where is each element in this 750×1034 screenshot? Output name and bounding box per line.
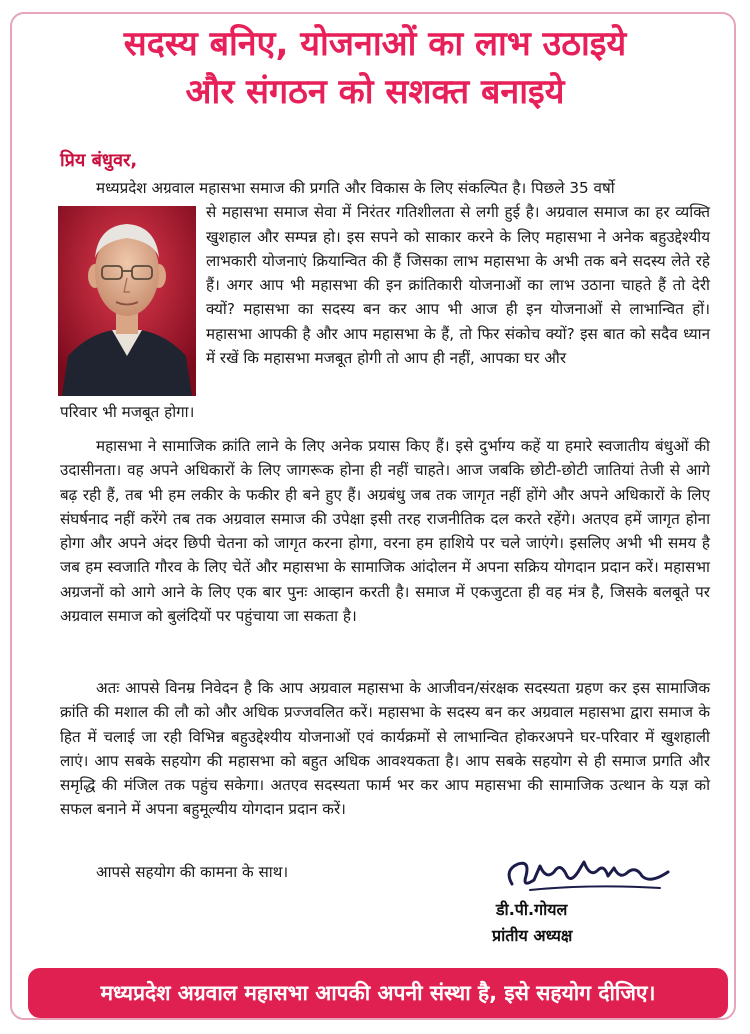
- signature-image: [500, 850, 680, 898]
- paragraph-1-beside-photo: से महासभा समाज सेवा में निरंतर गतिशीलता से लगी हुई है। अग्रवाल समाज का हर व्यक्ति खुशहाल और सम्पन्न हो। इस सपने को साकार करने के लिए महासभा ने अनेक बहुउद्देश्यीय लाभकारी योजनाएं क्रियान्वित की हैं जिसका लाभ महासभा के अभी तक बने सदस्य लेते रहे हैं। अगर आप भी महासभा की इन क्रांतिकारी योजनाओं का लाभ उठाना चाहते हैं तो देरी क्यों? महासभा का सदस्य बन कर आप भी आज ही इन योजनाओं से लाभान्वित हों। महासभा आपकी है और आप महासभा के हैं, तो फिर संकोच क्यों? इस बात को सदैव ध्यान में रखें कि महासभा मजबूत होगी तो आप ही नहीं, आपका घर और: [206, 203, 710, 368]
- paragraph-1-last-line: परिवार भी मजबूत होगा।: [60, 403, 195, 421]
- paragraph-3: अतः आपसे विनम्र निवेदन है कि आप अग्रवाल महासभा के आजीवन/संरक्षक सदस्यता ग्रहण कर इस सामाजिक क्रांति की मशाल की लौ को और अधिक प्रज्जवलित करें। महासभा के सदस्य बन कर अग्रवाल महासभा द्वारा समाज के हित में चलाई जा रही विभिन्न बहुउद्देश्यीय योजनाओं एवं कार्यक्रमों से लाभान्वित होकरअपने घर-परिवार में खुशहाली लाएं। आप सबके सहयोग की महासभा को बहुत अधिक आवश्यकता है। आप सबके सहयोग से ही समाज प्रगति और समृद्धि की मंजिल तक पहुंच सकेगा। अतएव सदस्यता फार्म भर कर आप महासभा की सामाजिक उत्थान के यज्ञ को सफल बनाने में अपना बहुमूल्यीय योगदान प्रदान करें।: [60, 679, 710, 819]
- signatory-name: डी.पी.गोयल: [496, 900, 568, 919]
- footer-banner: [28, 968, 728, 1018]
- footer-banner-text: मध्यप्रदेश अग्रवाल महासभा आपकी अपनी संस्था है, इसे सहयोग दीजिए।: [100, 981, 656, 1005]
- portrait-photo: [58, 206, 196, 396]
- salutation: प्रिय बंधुवर,: [60, 150, 138, 171]
- headline-line-1: सदस्य बनिए, योजनाओं का लाभ उठाइये: [123, 24, 627, 64]
- portrait-illustration: [58, 206, 196, 396]
- paragraph-2: महासभा ने सामाजिक क्रांति लाने के लिए अनेक प्रयास किए हैं। इसे दुर्भाग्य कहें या हमारे स्वजातीय बंधुओं की उदासीनता। वह अपने अधिकारों के लिए जागरूक होना ही नहीं चाहते। आज जबकि छोटी-छोटी जातियां तेजी से आगे बढ़ रही हैं, तब भी हम लकीर के फकीर ही बने हुए हैं। अग्रबंधु जब तक जागृत नहीं होंगे और अपने अधिकारों के लिए संघर्षनाद नहीं करेंगे तब तक अग्रवाल समाज की उपेक्षा इसी तरह राजनीतिक दल करते रहेंगे। अतएव हमें जागृत होना होगा और अपने अंदर छिपी चेतना को जागृत करना होगा, वरना हम हाशिये पर चले जाएंगे। इसलिए अभी भी समय है जब हम स्वजाति गौरव के लिए चेतें और महासभा के सामाजिक आंदोलन में अपना सक्रिय योगदान प्रदान करें। महासभा अग्रजनों को आगे आने के लिए एक बार पुनः आव्हान करती है। समाज में एकजुटता ही वह मंत्र है, जिसके बलबूते पर अग्रवाल समाज को बुलंदियों पर पहुंचाया जा सकता है।: [60, 437, 710, 626]
- headline-line-2: और संगठन को सशक्त बनाइये: [185, 72, 565, 112]
- paragraph-1-first-line: मध्यप्रदेश अग्रवाल महासभा समाज की प्रगति और विकास के लिए संकल्पित है। पिछले 35 वर्षो: [96, 179, 615, 197]
- closing-line: आपसे सहयोग की कामना के साथ।: [96, 863, 289, 881]
- signatory-title: प्रांतीय अध्यक्ष: [492, 926, 573, 945]
